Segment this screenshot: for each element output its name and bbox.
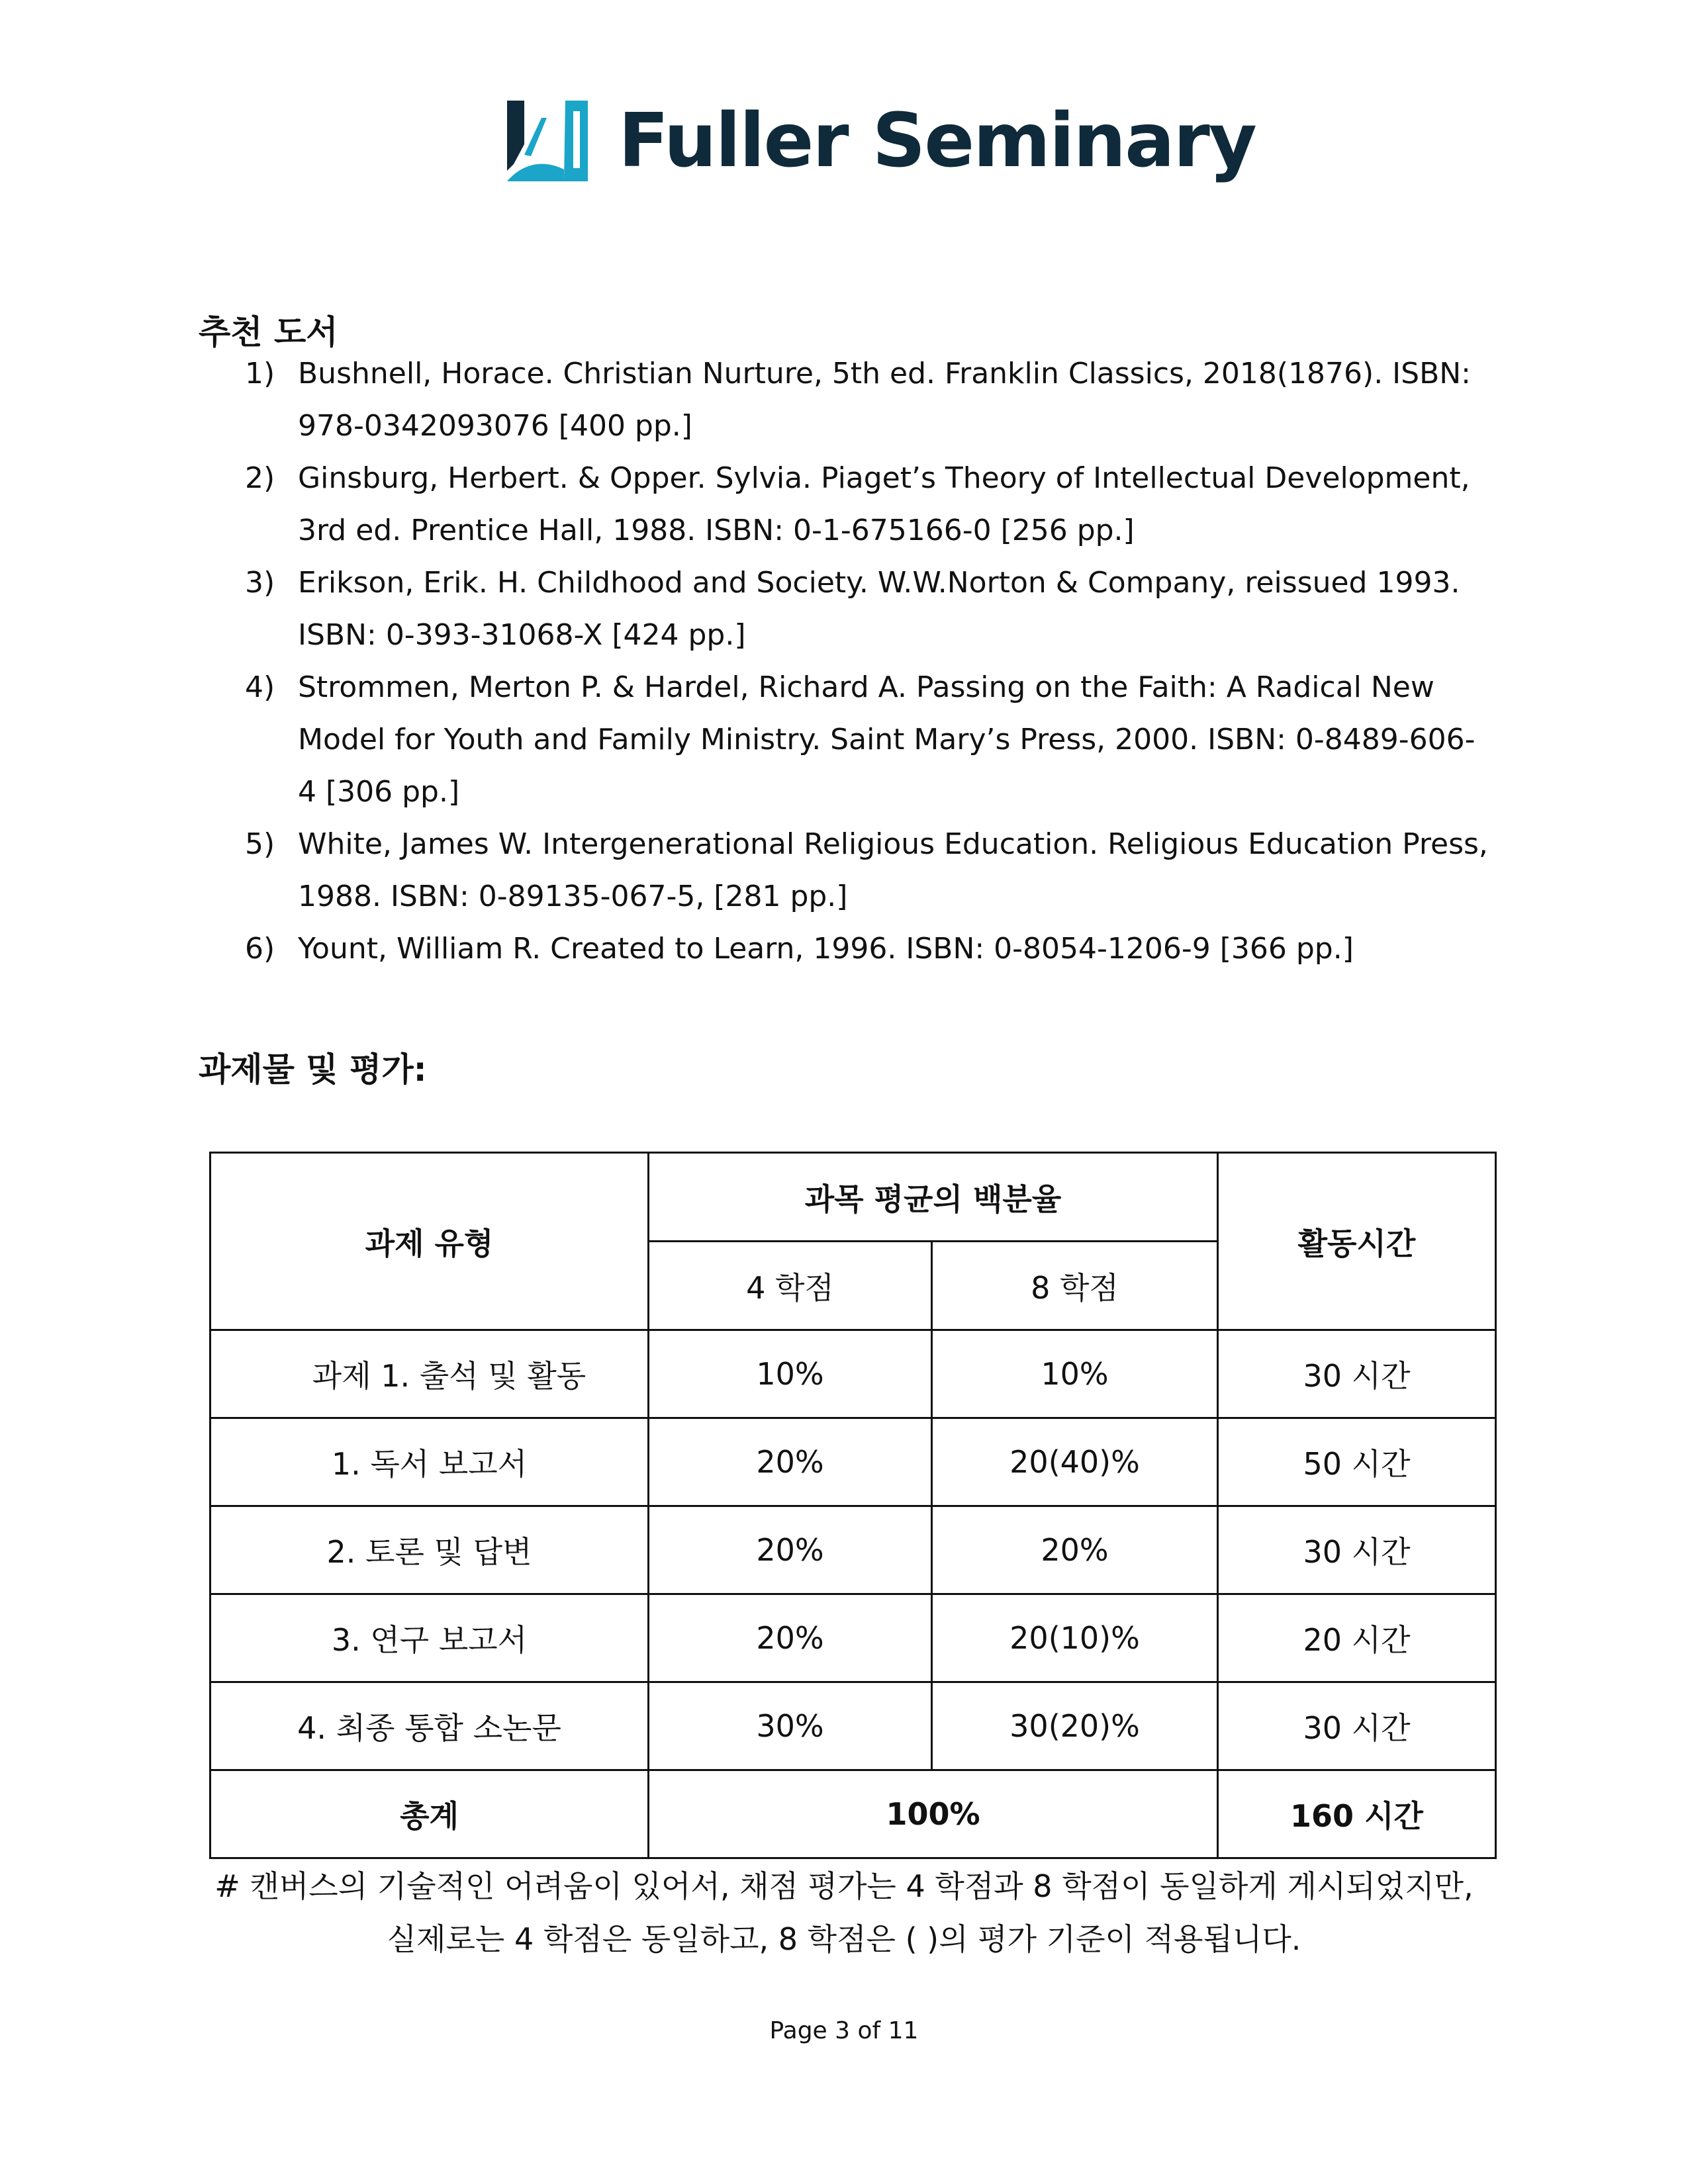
reference-text: Bushnell, Horace. Christian Nurture, 5th ed. Franklin Classics, 2018(1876). ISBN: 978-0342093076 [400 pp.] bbox=[298, 357, 1472, 443]
recommended-reading-heading: 추천 도서 bbox=[199, 313, 338, 351]
percent-4-credits: 10% bbox=[649, 1330, 932, 1418]
percent-8-credits: 20% bbox=[932, 1506, 1218, 1594]
reference-number: 5) bbox=[245, 827, 275, 861]
assignment-type: 1. 독서 보고서 bbox=[211, 1418, 649, 1506]
reference-text: Yount, William R. Created to Learn, 1996. ISBN: 0-8054-1206-9 [366 pp.] bbox=[298, 932, 1354, 966]
logo-wordmark: Fuller Seminary bbox=[618, 98, 1256, 184]
reference-number: 4) bbox=[245, 670, 275, 704]
header-assignment-type: 과제 유형 bbox=[211, 1153, 649, 1330]
footnote-line: # 캔버스의 기술적인 어려움이 있어서, 채점 평가는 4 학점과 8 학점이 동일하게 게시되었지만, bbox=[214, 1868, 1474, 1904]
percent-8-credits: 20(40)% bbox=[932, 1418, 1218, 1506]
table-row bbox=[211, 1594, 1496, 1682]
activity-hours: 30 시간 bbox=[1218, 1506, 1496, 1594]
reference-item bbox=[245, 557, 1489, 661]
reference-number: 2) bbox=[245, 461, 275, 495]
percent-8-credits: 20(10)% bbox=[932, 1594, 1218, 1682]
activity-hours: 20 시간 bbox=[1218, 1594, 1496, 1682]
reference-text: Strommen, Merton P. & Hardel, Richard A. Passing on the Faith: A Radical New Model for Youth and Family Ministry. Saint Mary’s Press, 2000. ISBN: 0-8489-606-4 [306 pp.] bbox=[298, 670, 1476, 809]
reference-text: Erikson, Erik. H. Childhood and Society. W.W.Norton & Company, reissued 1993. ISBN: 0-393-31068-X [424 pp.] bbox=[298, 566, 1460, 652]
reference-text: White, James W. Intergenerational Religious Education. Religious Education Press, 1988. ISBN: 0-89135-067-5, [281 pp.] bbox=[298, 827, 1488, 913]
assignments-heading: 과제물 및 평가: bbox=[199, 1050, 427, 1089]
fuller-seminary-logo bbox=[504, 98, 1256, 184]
header-4-credits: 4 학점 bbox=[649, 1242, 932, 1330]
table-total-row bbox=[211, 1770, 1496, 1858]
header-activity-hours: 활동시간 bbox=[1218, 1153, 1496, 1330]
reference-number: 6) bbox=[245, 932, 275, 966]
percent-8-credits: 30(20)% bbox=[932, 1682, 1218, 1770]
reference-item bbox=[245, 452, 1489, 557]
reference-item bbox=[245, 818, 1489, 923]
reference-item bbox=[245, 661, 1489, 818]
reference-item bbox=[245, 347, 1489, 452]
reference-text: Ginsburg, Herbert. & Opper. Sylvia. Piaget’s Theory of Intellectual Development, 3rd ed. Prentice Hall, 1988. ISBN: 0-1-675166-0 [256 pp.] bbox=[298, 461, 1470, 547]
reference-item bbox=[245, 923, 1489, 975]
header-8-credits: 8 학점 bbox=[932, 1242, 1218, 1330]
total-label: 총계 bbox=[211, 1770, 649, 1858]
reference-number: 1) bbox=[245, 357, 275, 390]
table-row bbox=[211, 1418, 1496, 1506]
grading-footnote bbox=[199, 1860, 1489, 1966]
table-row bbox=[211, 1330, 1496, 1418]
activity-hours: 50 시간 bbox=[1218, 1418, 1496, 1506]
assignment-type: 4. 최종 통합 소논문 bbox=[211, 1682, 649, 1770]
assignment-type: 3. 연구 보고서 bbox=[211, 1594, 649, 1682]
percent-4-credits: 20% bbox=[649, 1506, 932, 1594]
reference-list bbox=[245, 347, 1489, 975]
header-course-percent: 과목 평균의 백분율 bbox=[649, 1153, 1218, 1242]
open-book-logo-icon bbox=[504, 98, 590, 184]
activity-hours: 30 시간 bbox=[1218, 1682, 1496, 1770]
table-row bbox=[211, 1682, 1496, 1770]
total-hours: 160 시간 bbox=[1218, 1770, 1496, 1858]
percent-4-credits: 20% bbox=[649, 1418, 932, 1506]
percent-4-credits: 20% bbox=[649, 1594, 932, 1682]
assignment-type: 2. 토론 및 답변 bbox=[211, 1506, 649, 1594]
activity-hours: 30 시간 bbox=[1218, 1330, 1496, 1418]
table-row bbox=[211, 1506, 1496, 1594]
percent-8-credits: 10% bbox=[932, 1330, 1218, 1418]
percent-4-credits: 30% bbox=[649, 1682, 932, 1770]
reference-number: 3) bbox=[245, 566, 275, 600]
page-number: Page 3 of 11 bbox=[769, 2017, 919, 2044]
assignment-type: 과제 1. 출석 및 활동 bbox=[211, 1330, 649, 1418]
grading-table bbox=[209, 1152, 1497, 1859]
table-header-row bbox=[211, 1153, 1496, 1242]
footnote-line: 실제로는 4 학점은 동일하고, 8 학점은 ( )의 평가 기준이 적용됩니다. bbox=[387, 1921, 1301, 1957]
total-percent: 100% bbox=[649, 1770, 1218, 1858]
